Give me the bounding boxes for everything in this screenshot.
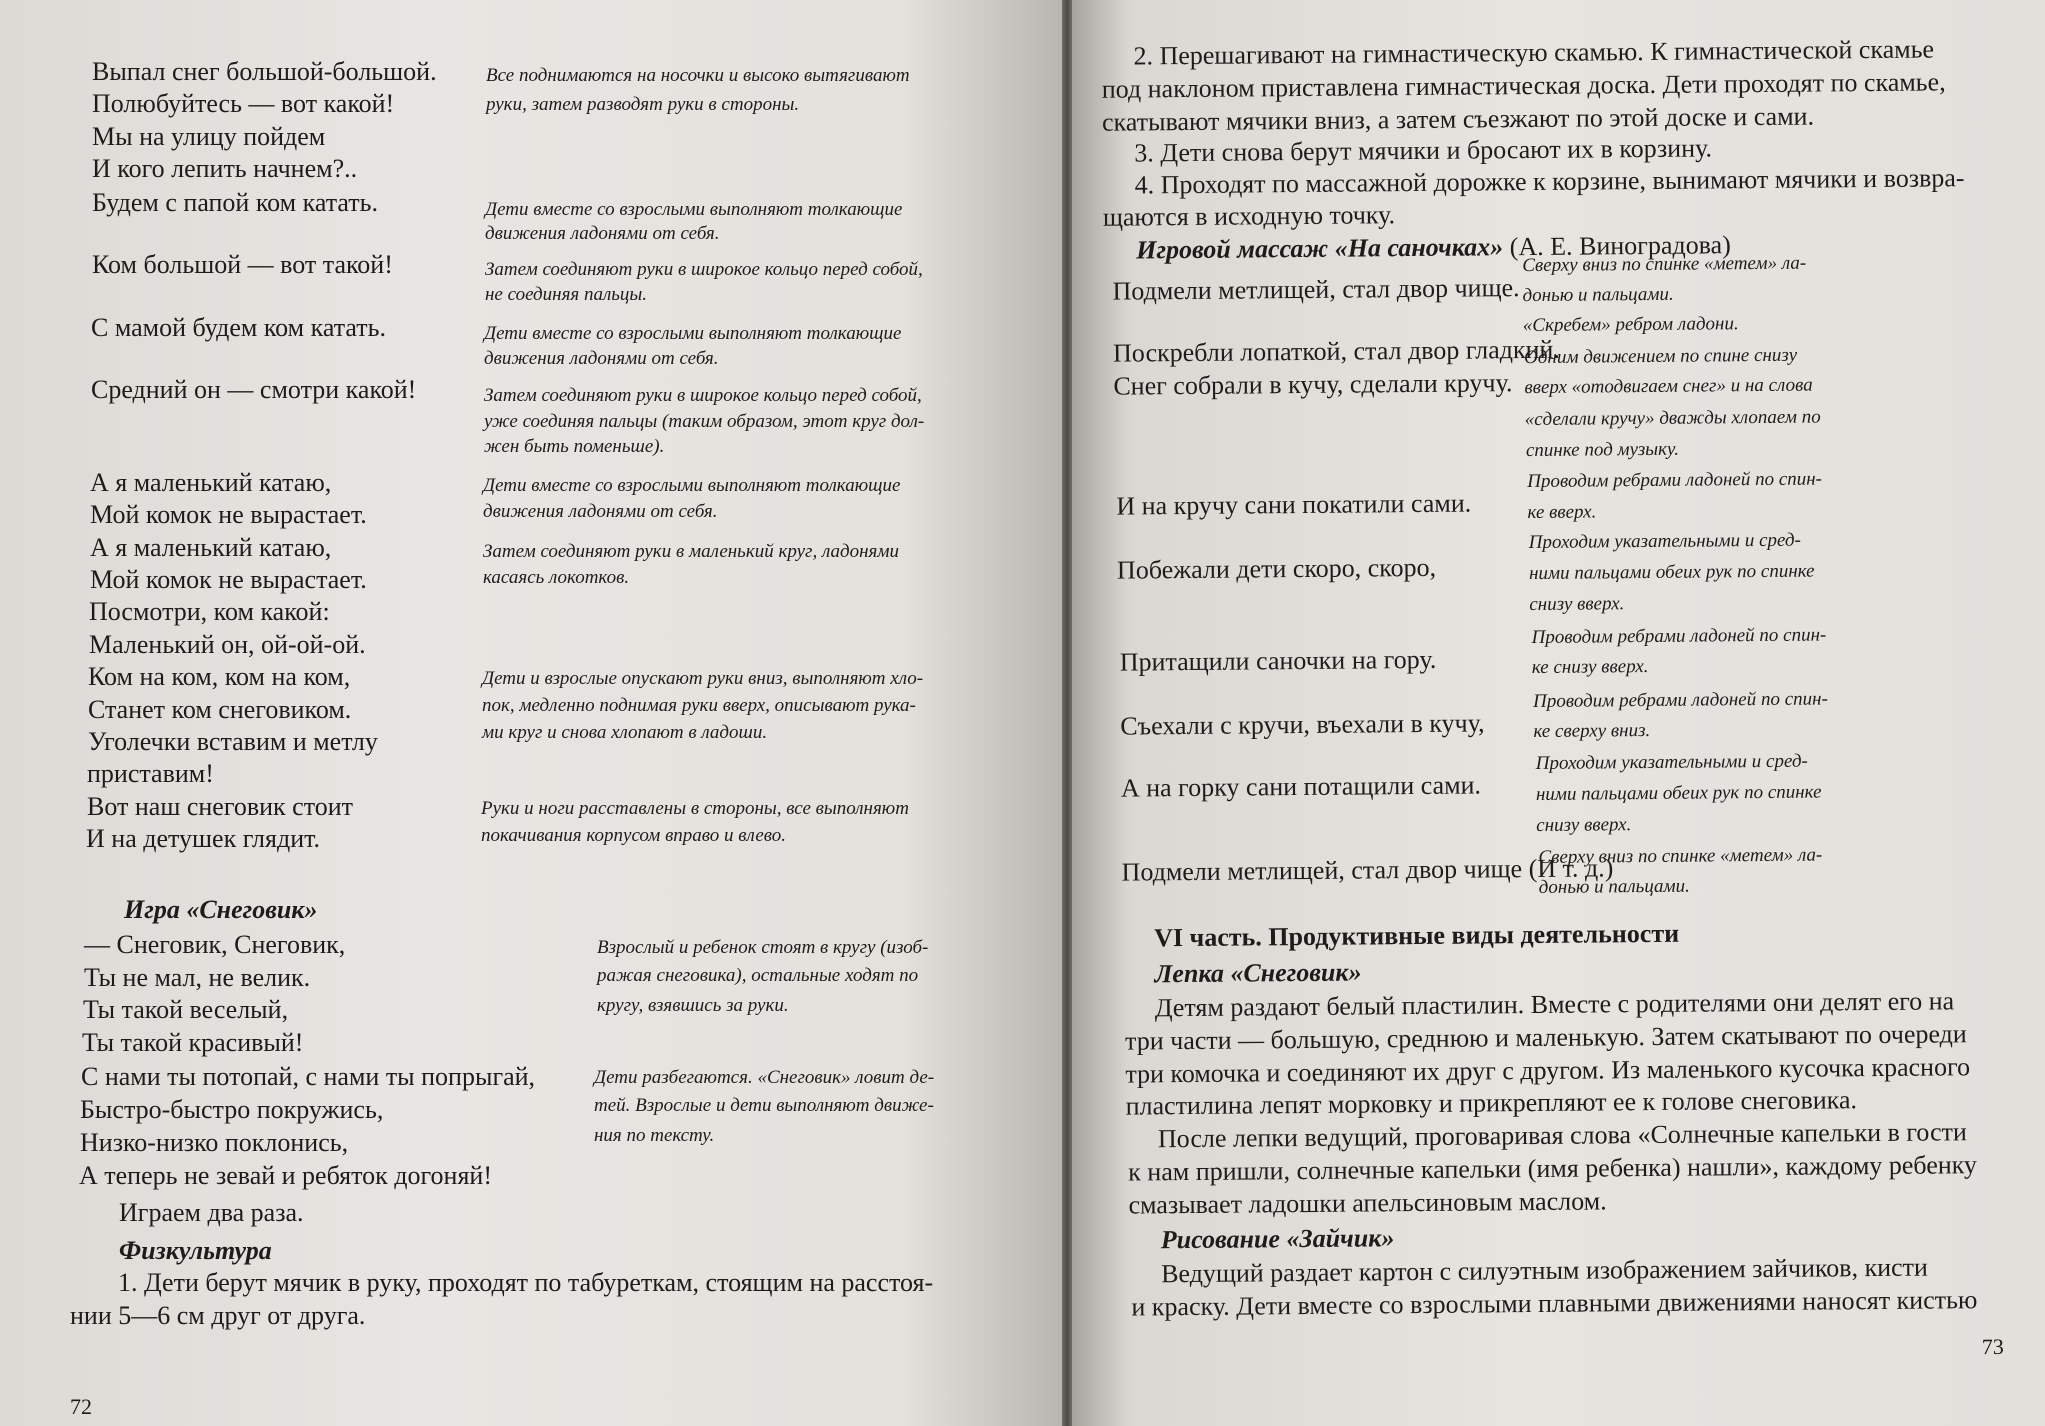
page-number: 72: [70, 1394, 92, 1419]
pe-item-line: нии 5—6 см друг от друга.: [70, 1301, 366, 1330]
pe-item-line: 2. Перешагивают на гимнастическую скамью. К гимнастической скамье: [1133, 34, 1935, 71]
massage-note-line: ними пальцами обеих рук по спинке: [1528, 560, 1815, 585]
note-line: движения ладонями от себя.: [483, 501, 718, 522]
poem-line: И на детушек глядит.: [86, 824, 321, 853]
right-page: [1072, 0, 2045, 1426]
note-line: Дети вместе со взрослыми выполняют толкающие: [483, 475, 901, 496]
note-line: ния по тексту.: [594, 1125, 715, 1146]
massage-note-line: Одним движением по спине снизу: [1524, 344, 1798, 369]
pe-title: Физкультура: [119, 1236, 272, 1265]
note-line: Затем соединяют руки в широкое кольцо перед собой,: [484, 385, 922, 406]
modeling-text-line: Детям раздают белый пластилин. Вместе с родителями они делят его на: [1154, 986, 1955, 1023]
modeling-text-line: три части — большую, среднюю и маленькую. Затем скатывают по очереди: [1124, 1019, 1967, 1056]
pe-item-line: 1. Дети берут мячик в руку, проходят по табуреткам, стоящим на расстоя-: [118, 1268, 934, 1297]
pe-item-line: под наклоном приставлена гимнастическая доска. Дети проходят по скамье,: [1101, 67, 1946, 104]
poem-line: Ты не мал, не велик.: [84, 963, 311, 992]
pe-item-line: 3. Дети снова берут мячики и бросают их в корзину.: [1134, 133, 1713, 168]
massage-note-line: ке сверху вниз.: [1533, 719, 1651, 743]
note-line: Дети вместе со взрослыми выполняют толкающие: [484, 323, 902, 344]
pe-item-line: скатывают мячики вниз, а затем съезжают по этой доске и сами.: [1101, 101, 1815, 137]
massage-poem-line: И на кручу сани покатили сами.: [1116, 488, 1472, 521]
modeling-text-line: После лепки ведущий, проговаривая слова «Солнечные капельки в гости: [1157, 1117, 1967, 1154]
poem-line: Станет ком снеговиком.: [88, 695, 352, 724]
massage-poem-line: А на горку сани потащили сами.: [1120, 770, 1482, 803]
note-line: Дети вместе со взрослыми выполняют толкающие: [485, 199, 903, 220]
massage-author: (А. Е. Виноградова): [1503, 230, 1731, 262]
massage-poem-line: Съехали с кручи, въехали в кучу,: [1120, 708, 1485, 741]
massage-title: Игровой массаж «На саночках»: [1136, 232, 1504, 265]
poem-line: — Снеговик, Снеговик,: [84, 930, 346, 959]
note-line: не соединяя пальцы.: [485, 284, 648, 305]
note-line: жен быть поменьше).: [484, 436, 665, 457]
note-line: Затем соединяют руки в широкое кольцо перед собой,: [485, 259, 923, 280]
note-line: Затем соединяют руки в маленький круг, ладонями: [483, 541, 899, 562]
poem-line: С нами ты потопай, с нами ты попрыгай,: [81, 1062, 536, 1091]
play-twice-text: Играем два раза.: [119, 1198, 304, 1227]
massage-poem-line: Притащили саночки на гору.: [1119, 644, 1437, 677]
drawing-title: Рисование «Зайчик»: [1160, 1223, 1395, 1255]
note-line: Взрослый и ребенок стоят в кругу (изоб-: [597, 937, 929, 958]
poem-line: Мой комок не вырастает.: [90, 565, 367, 594]
poem-line: Быстро-быстро покружись,: [80, 1095, 384, 1124]
massage-poem-line: Поскребли лопаткой, стал двор гладкий.: [1112, 334, 1560, 368]
modeling-title: Лепка «Снеговик»: [1154, 957, 1362, 989]
massage-note-line: Проводим ребрами ладоней по спин-: [1527, 468, 1823, 493]
massage-note-line: Сверху вниз по спинке «метем» ла-: [1522, 252, 1807, 277]
poem-line: А я маленький катаю,: [90, 533, 332, 562]
note-line: Руки и ноги расставлены в стороны, все выполняют: [481, 798, 909, 819]
massage-poem-line: Снег собрали в кучу, сделали кручу.: [1113, 368, 1513, 401]
poem-line: Мы на улицу пойдем: [92, 122, 326, 151]
massage-note-line: «Скребем» ребром ладони.: [1522, 313, 1739, 337]
poem-line: Низко-низко поклонись,: [80, 1128, 349, 1157]
note-line: пок, медленно поднимая руки вверх, описывают рука-: [482, 695, 916, 716]
drawing-text-line: Ведущий раздает картон с силуэтным изображением зайчиков, кисти: [1160, 1252, 1928, 1289]
poem-line: Маленький он, ой-ой-ой.: [89, 630, 366, 659]
note-line: Все поднимаются на носочки и высоко вытягивают: [486, 65, 910, 86]
drawing-text-line: и краску. Дети вместе со взрослыми плавными движениями наносят кистью: [1131, 1285, 1978, 1322]
note-line: ражая снеговика), остальные ходят по: [597, 965, 919, 986]
massage-note-line: донью и пальцами.: [1522, 283, 1674, 307]
note-line: тей. Взрослые и дети выполняют движе-: [594, 1095, 934, 1116]
modeling-text-line: к нам пришли, солнечные капельки (имя ребенка) нашли», каждому ребенку: [1128, 1150, 1978, 1187]
massage-note-line: донью и пальцами.: [1538, 875, 1690, 898]
poem-line: Ком большой — вот такой!: [92, 250, 393, 279]
poem-line: Мой комок не вырастает.: [90, 500, 367, 529]
poem-line: А я маленький катаю,: [90, 468, 332, 497]
massage-poem-line: Подмели метлищей, стал двор чище.: [1112, 273, 1520, 306]
poem-line: Полюбуйтесь — вот какой!: [92, 89, 395, 118]
massage-note-line: Проводим ребрами ладоней по спин-: [1531, 624, 1827, 649]
poem-line: Посмотри, ком какой:: [89, 597, 330, 626]
massage-note-line: «сделали кручу» дважды хлопаем по: [1524, 406, 1821, 431]
poem-line: Ком на ком, ком на ком,: [88, 662, 351, 691]
note-line: покачивания корпусом вправо и влево.: [481, 825, 786, 846]
poem-line: Будем с папой ком катать.: [92, 188, 378, 217]
note-line: уже соединяя пальцы (таким образом, этот круг дол-: [484, 411, 925, 432]
note-line: движения ладонями от себя.: [484, 348, 719, 369]
massage-poem-line: Побежали дети скоро, скоро,: [1116, 552, 1437, 585]
game-title: Игра «Снеговик»: [124, 895, 318, 924]
note-line: руки, затем разводят руки в стороны.: [486, 94, 800, 115]
modeling-text-line: три комочка и соединяют их друг с другом. Из маленького кусочка красного: [1125, 1052, 1971, 1089]
poem-line: Ты такой веселый,: [83, 995, 289, 1024]
note-line: Дети и взрослые опускают руки вниз, выполняют хло-: [482, 668, 924, 689]
note-line: касаясь локотков.: [483, 567, 630, 588]
poem-line: С мамой будем ком катать.: [91, 313, 386, 342]
massage-note-line: снизу вверх.: [1529, 593, 1625, 616]
poem-line: А теперь не зевай и ребяток догоняй!: [79, 1161, 492, 1190]
note-line: ми круг и снова хлопают в ладоши.: [482, 722, 768, 743]
massage-note-line: снизу вверх.: [1536, 814, 1632, 836]
massage-note-line: Проводим ребрами ладоней по спин-: [1533, 688, 1828, 713]
note-line: движения ладонями от себя.: [485, 223, 720, 244]
massage-poem-line: Подмели метлищей, стал двор чище (И т. д.): [1121, 853, 1614, 887]
massage-note-line: ке вверх.: [1527, 501, 1597, 524]
section-title: VI часть. Продуктивные виды деятельности: [1154, 918, 1680, 953]
massage-note-line: Сверху вниз по спинке «метем» ла-: [1538, 844, 1823, 868]
modeling-text-line: пластилина лепят морковку и прикрепляют ее к голове снеговика.: [1125, 1085, 1858, 1121]
poem-line: Средний он — смотри какой!: [91, 375, 417, 404]
massage-note-line: ке снизу вверх.: [1531, 655, 1649, 679]
poem-line: Уголечки вставим и метлу: [88, 727, 378, 756]
poem-line: И кого лепить начнем?..: [92, 154, 358, 183]
poem-line: Выпал снег большой-большой.: [92, 57, 437, 86]
poem-line: приставим!: [87, 759, 214, 788]
massage-note-line: Проходим указательными и сред-: [1528, 529, 1802, 554]
note-line: кругу, взявшись за руки.: [597, 995, 789, 1016]
pe-item-line: 4. Проходят по массажной дорожке к корзине, вынимают мячики и возвра-: [1134, 163, 1965, 200]
note-line: Дети разбегаются. «Снеговик» ловит де-: [594, 1067, 935, 1088]
page-number: 73: [1981, 1333, 2004, 1360]
modeling-text-line: смазывает ладошки апельсиновым маслом.: [1128, 1186, 1607, 1220]
massage-note-line: вверх «отодвигаем снег» и на слова: [1524, 374, 1813, 399]
pe-item-line: щаются в исходную точку.: [1102, 200, 1396, 232]
massage-note-line: ними пальцами обеих рук по спинке: [1535, 781, 1822, 805]
massage-note-line: Проходим указательными и сред-: [1535, 750, 1808, 774]
poem-line: Ты такой красивый!: [82, 1028, 304, 1057]
poem-line: Вот наш снеговик стоит: [87, 792, 354, 821]
massage-note-line: спинке под музыку.: [1525, 438, 1680, 462]
